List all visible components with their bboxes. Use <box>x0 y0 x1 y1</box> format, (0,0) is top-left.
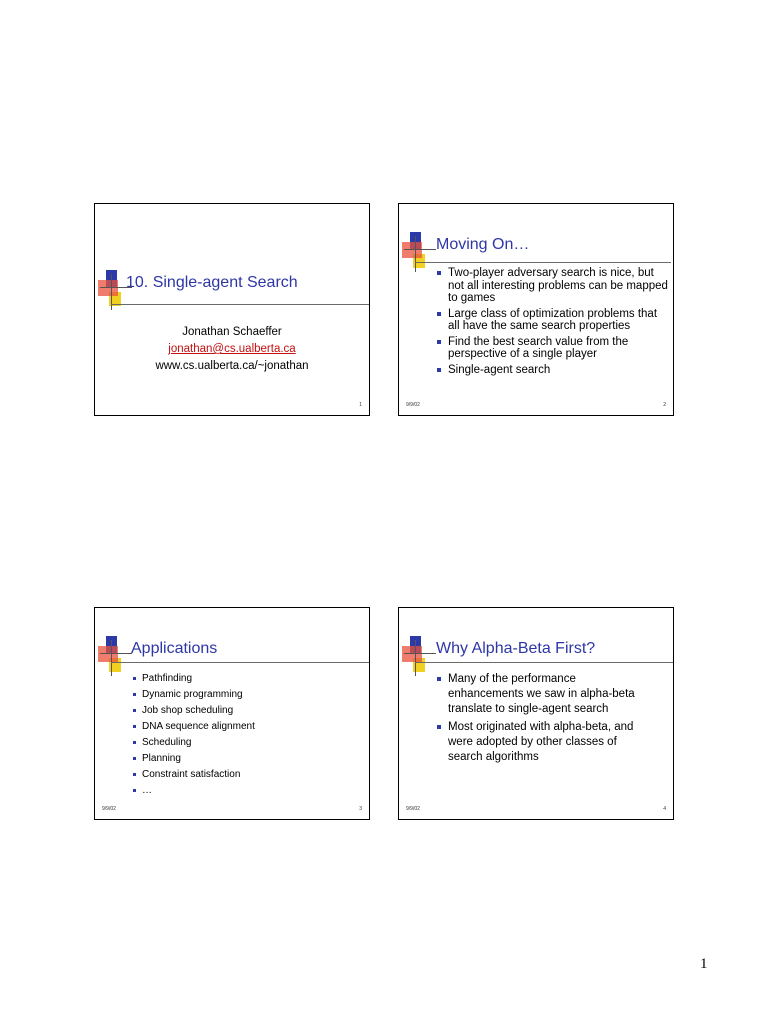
page-number: 1 <box>700 956 708 972</box>
bullet-icon <box>437 340 441 344</box>
bullet-list <box>437 672 649 768</box>
website-text: www.cs.ualberta.ca/~jonathan <box>155 360 309 372</box>
list-item: Most originated with alpha-beta, and were adopted by other classes of search algorithms <box>437 720 649 765</box>
bullet-icon <box>437 677 441 681</box>
email-link[interactable]: jonathan@cs.ualberta.ca <box>168 343 296 355</box>
slide-title: 10. Single-agent Search <box>126 274 298 291</box>
title-decoration-icon <box>402 232 436 276</box>
title-underline <box>111 304 369 305</box>
list-item: Pathfinding <box>133 671 363 687</box>
list-item: … <box>133 783 363 799</box>
slide-title: Why Alpha-Beta First? <box>436 640 596 657</box>
bullet-icon <box>133 677 136 680</box>
slide-1 <box>94 203 370 416</box>
slide-number: 2 <box>663 402 666 408</box>
slide-title: Moving On… <box>436 236 530 253</box>
list-item: DNA sequence alignment <box>133 719 363 735</box>
title-decoration-icon <box>98 636 132 680</box>
list-item: Find the best search value from the perspective of a single player <box>437 336 671 361</box>
slide-number: 3 <box>359 806 362 812</box>
list-item: Single-agent search <box>437 364 671 377</box>
slide-2 <box>398 203 674 416</box>
bullet-icon <box>133 757 136 760</box>
slide-number: 1 <box>359 402 362 408</box>
list-item: Constraint satisfaction <box>133 767 363 783</box>
slide-date: 9/9/02 <box>102 806 116 812</box>
bullet-icon <box>437 725 441 729</box>
slide-4 <box>398 607 674 820</box>
list-item: Job shop scheduling <box>133 703 363 719</box>
slide-title: Applications <box>131 640 218 657</box>
author-name: Jonathan Schaeffer <box>182 326 282 338</box>
bullet-list <box>133 671 363 799</box>
author-block <box>95 324 369 375</box>
list-item: Many of the performance enhancements we saw in alpha-beta translate to single-agent search <box>437 672 649 717</box>
title-decoration-icon <box>402 636 436 680</box>
bullet-icon <box>133 741 136 744</box>
slide-date: 9/9/02 <box>406 402 420 408</box>
list-item: Two-player adversary search is nice, but not all interesting problems can be mapped to games <box>437 267 671 305</box>
bullet-icon <box>133 725 136 728</box>
slide-date: 9/9/02 <box>406 806 420 812</box>
bullet-icon <box>133 709 136 712</box>
bullet-icon <box>437 312 441 316</box>
list-item: Scheduling <box>133 735 363 751</box>
title-underline <box>415 262 671 263</box>
bullet-icon <box>133 773 136 776</box>
list-item: Planning <box>133 751 363 767</box>
bullet-icon <box>437 368 441 372</box>
slide-3 <box>94 607 370 820</box>
title-underline <box>111 662 369 663</box>
list-item: Dynamic programming <box>133 687 363 703</box>
slide-number: 4 <box>663 806 666 812</box>
bullet-icon <box>133 789 136 792</box>
list-item: Large class of optimization problems that all have the same search properties <box>437 308 671 333</box>
bullet-icon <box>133 693 136 696</box>
bullet-icon <box>437 271 441 275</box>
bullet-list <box>437 267 671 379</box>
title-underline <box>415 662 673 663</box>
